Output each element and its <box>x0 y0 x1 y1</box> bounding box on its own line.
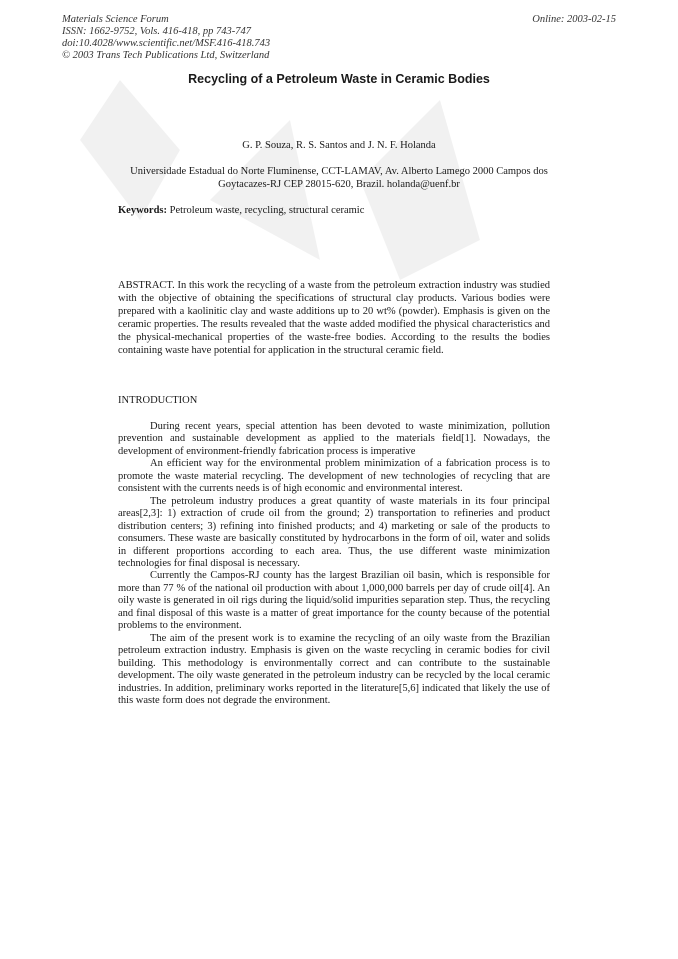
journal-issn: ISSN: 1662-9752, Vols. 416-418, pp 743-747 <box>62 26 251 37</box>
paragraph: An efficient way for the environmental problem minimization of a fabrication process is to promote the waste material recycling. The development of new technologies of recycling that are consistent with the currents needs is of high economic and environmental interest. <box>118 458 550 495</box>
journal-doi: doi:10.4028/www.scientific.net/MSF.416-418.743 <box>62 38 271 49</box>
journal-copyright: © 2003 Trans Tech Publications Ltd, Switzerland <box>62 50 270 61</box>
paragraph: Currently the Campos-RJ county has the largest Brazilian oil basin, which is responsible for more than 77 % of the national oil production with about 1,000,000 barrels per day of crude oil[4]. An oily waste is generated in oil rigs during the liquid/solid impurities separation step. Thus, the recycling and final disposal of this waste is a matter of great importance for the county because of the potential problems to the environment. <box>118 570 550 632</box>
journal-header <box>62 14 362 62</box>
paragraph: The aim of the present work is to examine the recycling of an oily waste from the Brazilian petroleum extraction industry. Emphasis is given on the waste recycling in ceramic bodies for civil building. This methodology is environmentally correct and can contribute to the sustainable development. The oily waste generated in the petroleum industry can be recycled by the local ceramic industries. In addition, preliminary works reported in the literature[5,6] indicated that likely the use of this waste form does not degrade the environment. <box>118 632 550 706</box>
keywords <box>118 204 560 217</box>
introduction-body <box>118 421 550 707</box>
paper-affiliation: Universidade Estadual do Norte Fluminense, CCT-LAMAV, Av. Alberto Lamego 2000 Campos dos Goytacazes-RJ CEP 28015-620, Brazil. holanda@uenf.br <box>130 166 548 190</box>
paper-authors: G. P. Souza, R. S. Santos and J. N. F. Holanda <box>242 140 436 151</box>
abstract: ABSTRACT. In this work the recycling of a waste from the petroleum extraction industry was studied with the objective of obtaining the specifications of structural clay products. Various bodies were prepared with a kaolinitic clay and waste additions up to 20 wt% (powder). Emphasis is given on the ceramic properties. The results revealed that the waste added modified the physical characteristics and the physical-mechanical properties of the waste-free bodies. According to the results the bodies containing waste have potential for application in the structural ceramic field. <box>118 280 550 356</box>
keywords-text: Petroleum waste, recycling, structural ceramic <box>169 205 365 216</box>
introduction-heading: INTRODUCTION <box>118 395 198 406</box>
paragraph: The petroleum industry produces a great quantity of waste materials in its four principal areas[2,3]: 1) extraction of crude oil from the ground; 2) transportation to refineries and product distribution centers; 3) refining into finished products; and 4) marketing or sale of the products to consumers. These waste are basically constituted by hydrocarbons in the form of oil, water and solids in different proportions according to each area. Thus, the use different waste minimization technologies for final disposal is necessary. <box>118 495 550 569</box>
paper-title: Recycling of a Petroleum Waste in Ceramic Bodies <box>188 72 490 86</box>
journal-name: Materials Science Forum <box>62 14 169 25</box>
paragraph: During recent years, special attention has been devoted to waste minimization, pollution prevention and sustainable development as applied to the materials field[1]. Nowadays, the development of environment-friendly fabrication process is imperative <box>118 421 550 457</box>
keywords-label: Keywords: <box>118 205 167 216</box>
online-date: Online: 2003-02-15 <box>532 14 616 25</box>
